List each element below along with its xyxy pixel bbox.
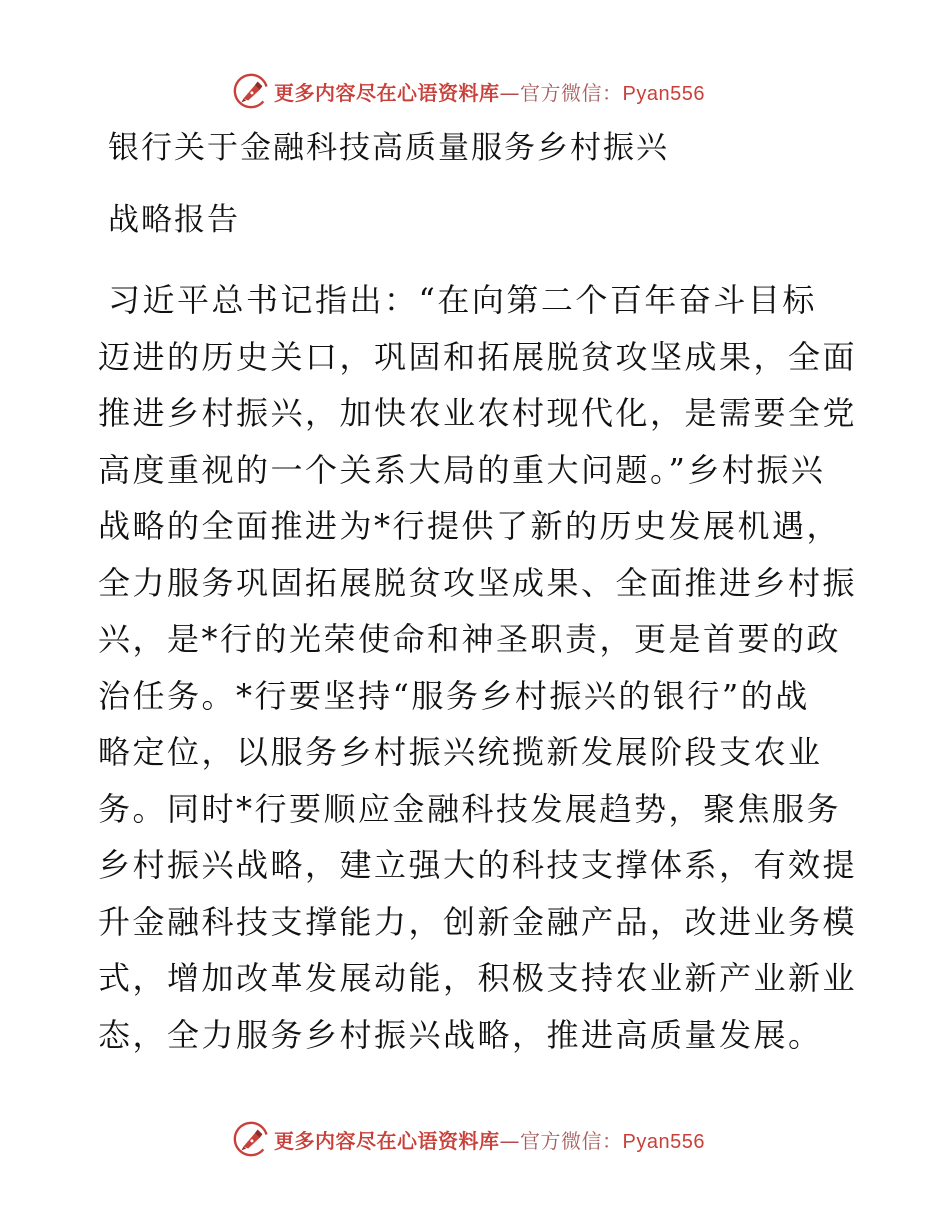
document-title-line-1: 银行关于金融科技高质量服务乡村振兴 — [108, 130, 669, 166]
banner-prefix: 更多内容尽在心语资料库 — [274, 80, 500, 105]
paragraph-line: 迈进的历史关口，巩固和拓展脱贫攻坚成果，全面 — [98, 337, 858, 376]
paragraph-line: 推进乡村振兴，加快农业农村现代化，是需要全党 — [98, 394, 858, 432]
paragraph-line: 治任务。*行要坚持“服务乡村振兴的银行”的战 — [98, 676, 810, 715]
paragraph-line: 战略的全面推进为*行提供了新的历史发展机遇， — [98, 507, 842, 545]
footer-watermark-banner — [232, 1119, 705, 1159]
banner-account: Pyan556 — [622, 82, 705, 105]
document-title-line-2: 战略报告 — [108, 202, 240, 238]
paragraph-line: 务。同时*行要顺应金融科技发展趋势，聚焦服务 — [98, 789, 842, 828]
paragraph-line: 全力服务巩固拓展脱贫攻坚成果、全面推进乡村振 — [98, 563, 858, 602]
paragraph-line: 式，增加改革发展动能，积极支持农业新产业新业 — [98, 959, 858, 997]
paragraph-line: 升金融科技支撑能力，创新金融产品，改进业务模 — [98, 902, 858, 941]
paragraph-line: 乡村振兴战略，建立强大的科技支撑体系，有效提 — [98, 846, 858, 884]
banner-label: 官方微信： — [520, 1128, 623, 1153]
paragraph-line: 习近平总书记指出：“在向第二个百年奋斗目标 — [108, 281, 817, 319]
banner-account: Pyan556 — [622, 1130, 705, 1153]
banner-dash: — — [499, 1128, 520, 1153]
paragraph-line: 态，全力服务乡村振兴战略，推进高质量发展。 — [98, 1015, 823, 1054]
document-paragraph — [98, 272, 858, 1063]
banner-text — [274, 77, 705, 106]
paragraph-line: 高度重视的一个关系大局的重大问题。”乡村振兴 — [98, 450, 826, 489]
header-watermark-banner — [232, 71, 705, 111]
paragraph-line: 略定位，以服务乡村振兴统揽新发展阶段支农业 — [98, 733, 823, 771]
banner-prefix: 更多内容尽在心语资料库 — [274, 1128, 500, 1153]
banner-text — [274, 1125, 705, 1154]
banner-label: 官方微信： — [520, 80, 623, 105]
paragraph-line: 兴，是*行的光荣使命和神圣职责，更是首要的政 — [98, 620, 842, 658]
banner-dash: — — [499, 80, 520, 105]
pen-nib-circle-icon — [232, 1120, 270, 1158]
pen-nib-circle-icon — [232, 72, 270, 110]
